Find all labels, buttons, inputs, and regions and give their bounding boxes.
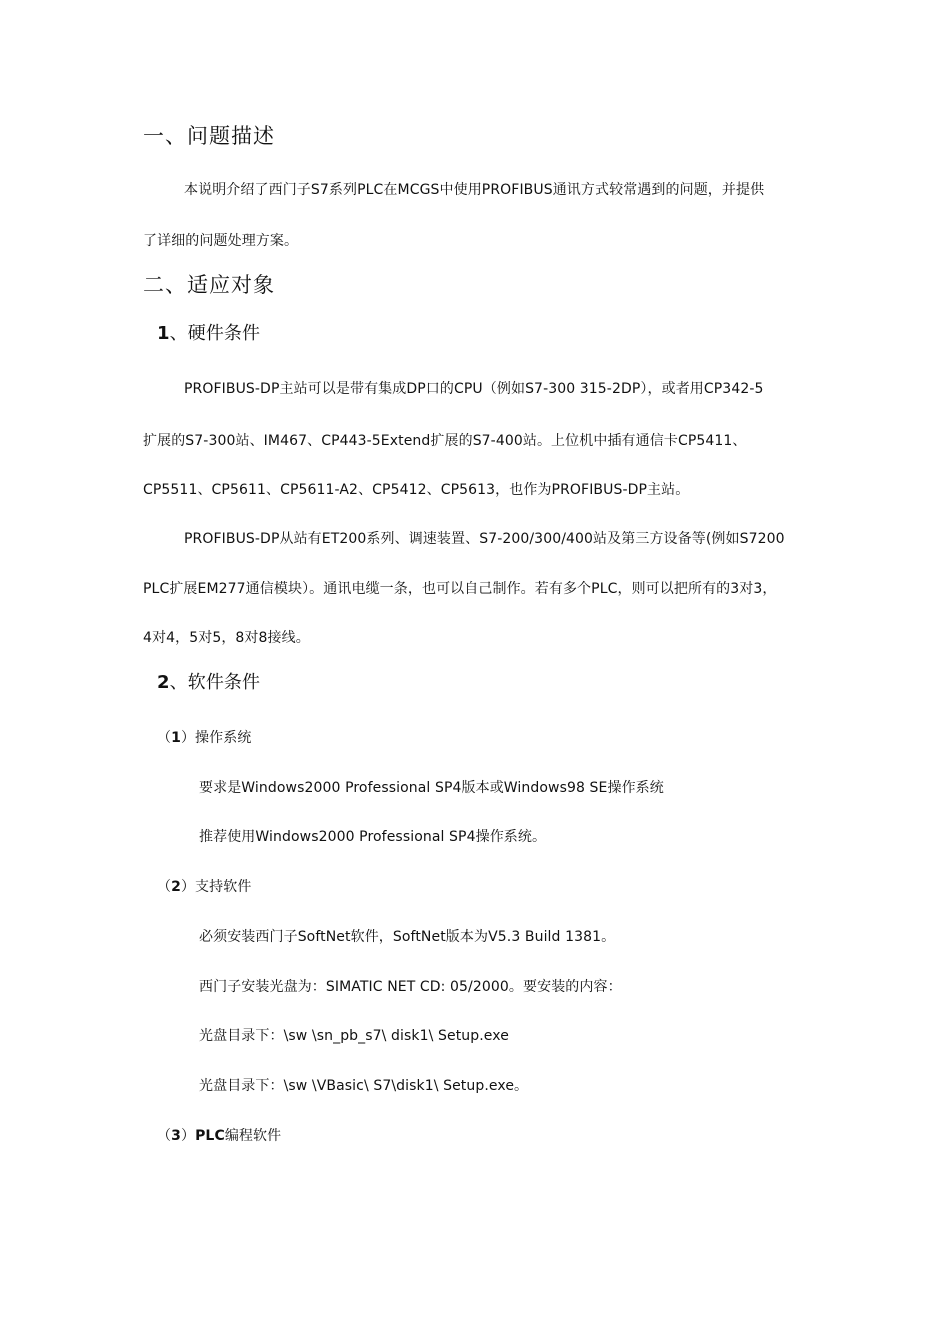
plc-subheading-bold: PLC <box>195 1128 225 1144</box>
os-subheading-title: ）操作系统 <box>180 730 252 746</box>
hardware-para2-line-2: PLC扩展EM277通信模块）。通讯电缆一条，也可以自己制作。若有多个PLC，则可以把所有的3对3， <box>143 581 777 597</box>
software-heading-number: 2 <box>157 672 170 693</box>
plc-subheading-title: 编程软件 <box>224 1128 282 1144</box>
plc-subheading-open: （ <box>157 1128 172 1144</box>
hardware-heading <box>157 322 260 346</box>
support-subheading-number: 2 <box>171 879 181 895</box>
support-line-2: 西门子安装光盘为：SIMATIC NET CD: 05/2000。要安装的内容： <box>199 979 622 995</box>
support-line-1: 必须安装西门子SoftNet软件，SoftNet版本为V5.3 Build 1381。 <box>199 929 616 945</box>
support-line-4: 光盘目录下：\sw \VBasic\ S7\disk1\ Setup.exe。 <box>199 1078 529 1094</box>
support-subheading-title: ）支持软件 <box>180 879 252 895</box>
support-line-3: 光盘目录下：\sw \sn_pb_s7\ disk1\ Setup.exe <box>199 1028 509 1044</box>
section-1-paragraph-line-2: 了详细的问题处理方案。 <box>143 233 299 249</box>
os-subheading-open: （ <box>157 730 172 746</box>
os-line-2: 推荐使用Windows2000 Professional SP4操作系统。 <box>199 829 547 845</box>
support-subheading <box>157 877 251 897</box>
os-subheading <box>157 728 251 748</box>
hardware-para2-line-3: 4对4，5对5，8对8接线。 <box>143 630 310 646</box>
hardware-heading-title: 、硬件条件 <box>169 323 261 344</box>
os-subheading-number: 1 <box>171 730 181 746</box>
plc-subheading-close: ） <box>180 1128 196 1144</box>
section-1-heading: 一、问题描述 <box>143 124 275 148</box>
plc-software-subheading <box>157 1126 281 1146</box>
os-line-1: 要求是Windows2000 Professional SP4版本或Windows98 SE操作系统 <box>199 780 664 796</box>
section-1-paragraph-line-1: 本说明介绍了西门子S7系列PLC在MCGS中使用PROFIBUS通讯方式较常遇到的问题，并提供 <box>184 182 765 198</box>
plc-subheading-number: 3 <box>171 1128 181 1144</box>
hardware-para1-line-1: PROFIBUS-DP主站可以是带有集成DP口的CPU（例如S7-300 315-2DP），或者用CP342-5 <box>184 381 764 397</box>
software-heading <box>157 671 260 695</box>
hardware-para1-line-2: 扩展的S7-300站、IM467、CP443-5Extend扩展的S7-400站。上位机中插有通信卡CP5411、 <box>143 433 747 449</box>
hardware-heading-number: 1 <box>157 323 170 344</box>
software-heading-title: 、软件条件 <box>169 672 261 693</box>
hardware-para2-line-1: PROFIBUS-DP从站有ET200系列、调速装置、S7-200/300/400站及第三方设备等(例如S7200 <box>184 531 785 547</box>
hardware-para1-line-3: CP5511、CP5611、CP5611-A2、CP5412、CP5613，也作为PROFIBUS-DP主站。 <box>143 482 690 498</box>
support-subheading-open: （ <box>157 879 172 895</box>
section-2-heading: 二、适应对象 <box>143 273 275 297</box>
